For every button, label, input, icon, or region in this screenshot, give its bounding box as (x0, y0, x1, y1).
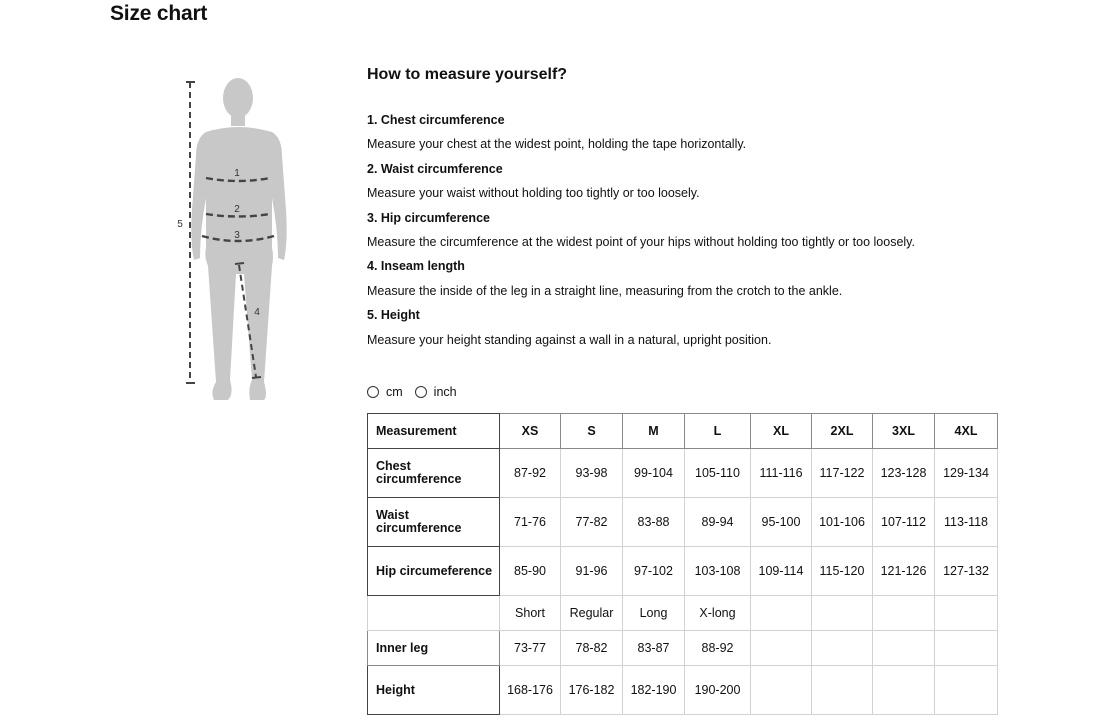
step-description: Measure your chest at the widest point, holding the tape horizontally. (367, 137, 747, 152)
empty-cell (873, 631, 935, 666)
table-cell: 93-98 (561, 449, 623, 498)
size-header: 3XL (873, 414, 935, 449)
length-header: Short (500, 596, 561, 631)
table-cell: 190-200 (685, 666, 751, 715)
table-cell: 73-77 (500, 631, 561, 666)
table-cell: 87-92 (500, 449, 561, 498)
guide-heading: How to measure yourself? (367, 66, 568, 83)
step-description: Measure the inside of the leg in a straight line, measuring from the crotch to the ankle. (367, 283, 843, 298)
length-header: X-long (685, 596, 751, 631)
table-cell: 101-106 (812, 498, 873, 547)
step-description: Measure your waist without holding too tightly or too loosely. (367, 186, 700, 201)
table-cell: 95-100 (751, 498, 812, 547)
step-title: 2. Waist circumference (367, 161, 503, 176)
size-header: 2XL (812, 414, 873, 449)
step-title: 4. Inseam length (367, 259, 465, 274)
table-header-row (368, 414, 998, 449)
length-header-row (368, 596, 998, 631)
page-title: Size chart (110, 2, 208, 25)
table-cell: 168-176 (500, 666, 561, 715)
empty-cell (751, 596, 812, 631)
unit-option-cm[interactable] (367, 385, 403, 399)
radio-button-cm[interactable] (367, 386, 379, 398)
length-header-label (368, 596, 500, 631)
row-label: Hip circumeference (368, 547, 500, 596)
table-row (368, 666, 998, 715)
step-title: 5. Height (367, 308, 420, 323)
table-cell: 99-104 (623, 449, 685, 498)
table-cell: 91-96 (561, 547, 623, 596)
unit-option-label: inch (433, 385, 457, 399)
row-label: Waist circumference (368, 498, 500, 547)
row-label: Inner leg (368, 631, 500, 666)
table-cell: 85-90 (500, 547, 561, 596)
table-row (368, 547, 998, 596)
table-row (368, 631, 998, 666)
empty-cell (812, 631, 873, 666)
table-cell: 113-118 (935, 498, 998, 547)
table-cell: 111-116 (751, 449, 812, 498)
empty-cell (873, 666, 935, 715)
size-header: S (561, 414, 623, 449)
table-cell: 123-128 (873, 449, 935, 498)
table-header-measurement: Measurement (368, 414, 500, 449)
row-label: Height (368, 666, 500, 715)
length-header: Long (623, 596, 685, 631)
empty-cell (935, 666, 998, 715)
table-cell: 182-190 (623, 666, 685, 715)
empty-cell (812, 596, 873, 631)
table-cell: 107-112 (873, 498, 935, 547)
table-cell: 78-82 (561, 631, 623, 666)
table-cell: 103-108 (685, 547, 751, 596)
table-row (368, 498, 998, 547)
empty-cell (812, 666, 873, 715)
empty-cell (873, 596, 935, 631)
size-header: XS (500, 414, 561, 449)
unit-toggle (367, 383, 469, 401)
table-cell: 83-87 (623, 631, 685, 666)
table-row (368, 449, 998, 498)
measure-guide (367, 62, 1067, 352)
table-cell: 115-120 (812, 547, 873, 596)
empty-cell (751, 631, 812, 666)
size-table (367, 413, 998, 715)
empty-cell (935, 596, 998, 631)
table-cell: 176-182 (561, 666, 623, 715)
step-title: 1. Chest circumference (367, 113, 505, 127)
guide-steps (367, 108, 1067, 352)
step-description: Measure the circumference at the widest point of your hips without holding too tightly or too loosely. (367, 234, 915, 249)
figure-label-chest: 1 (234, 168, 240, 179)
unit-option-label: cm (386, 385, 403, 399)
table-cell: 77-82 (561, 498, 623, 547)
size-header: 4XL (935, 414, 998, 449)
body-measurement-illustration (160, 70, 300, 410)
size-header: M (623, 414, 685, 449)
table-cell: 89-94 (685, 498, 751, 547)
size-header: L (685, 414, 751, 449)
radio-button-inch[interactable] (415, 386, 427, 398)
table-cell: 121-126 (873, 547, 935, 596)
size-header: XL (751, 414, 812, 449)
figure-label-height: 5 (177, 219, 183, 230)
table-cell: 127-132 (935, 547, 998, 596)
table-cell: 117-122 (812, 449, 873, 498)
table-cell: 105-110 (685, 449, 751, 498)
table-cell: 88-92 (685, 631, 751, 666)
table-cell: 109-114 (751, 547, 812, 596)
table-cell: 83-88 (623, 498, 685, 547)
length-header: Regular (561, 596, 623, 631)
table-cell: 129-134 (935, 449, 998, 498)
figure-label-hip: 3 (234, 230, 240, 241)
row-label: Chest circumference (368, 449, 500, 498)
table-cell: 71-76 (500, 498, 561, 547)
unit-option-inch[interactable] (415, 385, 457, 399)
figure-label-waist: 2 (234, 204, 240, 215)
step-title: 3. Hip circumference (367, 210, 490, 225)
table-cell: 97-102 (623, 547, 685, 596)
empty-cell (935, 631, 998, 666)
empty-cell (751, 666, 812, 715)
step-description: Measure your height standing against a wall in a natural, upright position. (367, 332, 772, 347)
figure-label-inseam: 4 (254, 307, 260, 318)
